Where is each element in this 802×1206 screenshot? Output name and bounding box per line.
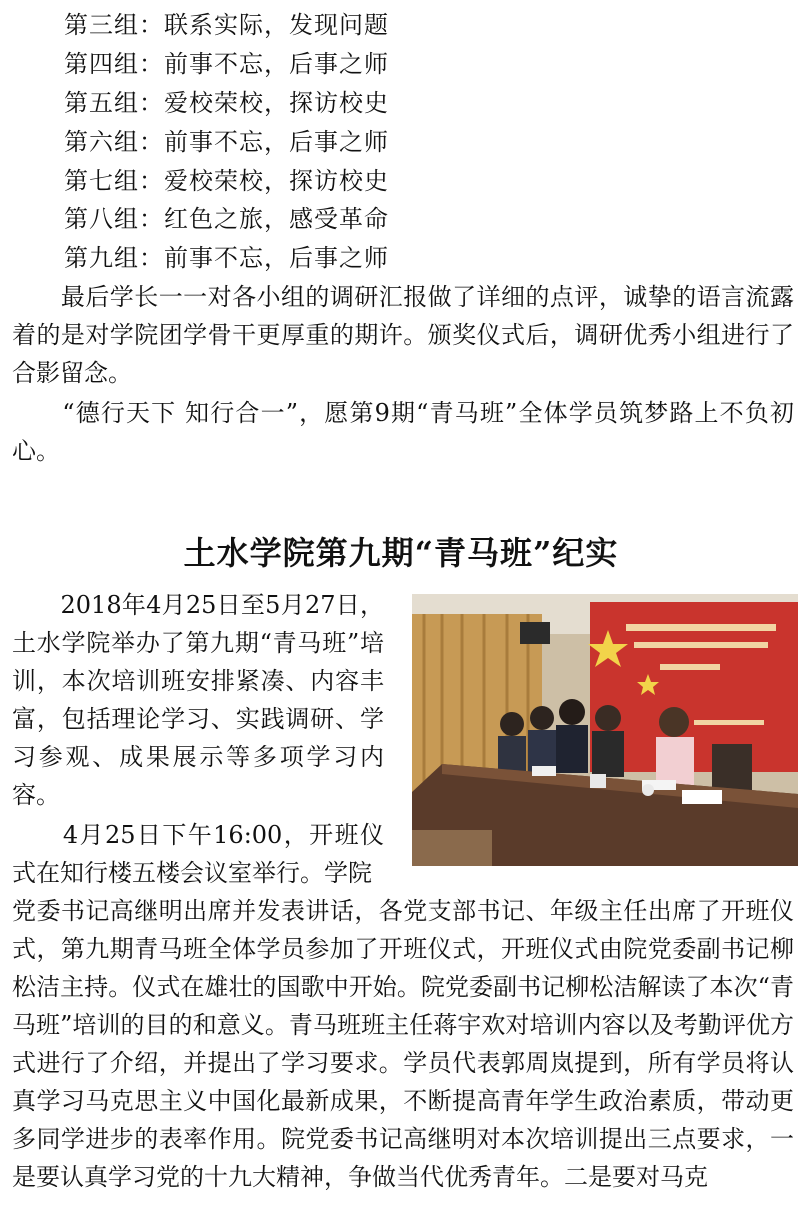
opening-paragraph-rest: 党委书记高继明出席并发表讲话，各党支部书记、年级主任出席了开班仪式，第九期青马班全体学员参加了开班仪式，开班仪式由院党委副书记柳松洁主持。仪式在雄壮的国歌中开始。院党委副书记柳松洁解读了本次“青马班”培训的目的和意义。青马班班主任蒋宇欢对培训内容以及考勤评优方式进行了介绍，并提出了学习要求。学员代表郭周岚提到，所有学员将认真学习马克思主义中国化最新成果，不断提高青年学生政治素质，带动更多同学进步的表率作用。院党委书记高继明对本次培训提出三点要求，一是要认真学习党的十九大精神，争做当代优秀青年。二是要对马克 [12, 897, 794, 1191]
group-line: 第四组：前事不忘，后事之师 [64, 50, 389, 78]
group-line: 第六组：前事不忘，后事之师 [64, 128, 389, 156]
opening-paragraph-start: 4月25日下午16:00，开班仪式在知行楼五楼会议室举行。学院 [12, 821, 384, 887]
group-line: 第九组：前事不忘，后事之师 [64, 244, 389, 272]
intro-paragraph: 2018年4月25日至5月27日，土水学院举办了第九期“青马班”培训，本次培训班安排紧凑、内容丰富，包括理论学习、实践调研、学习参观、成果展示等多项学习内容。 [12, 591, 384, 809]
article-title: 土水学院第九期“青马班”纪实 [183, 534, 619, 572]
group-line: 第三组：联系实际，发现问题 [64, 11, 389, 39]
review-paragraph: 最后学长一一对各小组的调研汇报做了详细的点评，诚挚的语言流露着的是对学院团学骨干更厚重的期许。颁奖仪式后，调研优秀小组进行了合影留念。 [12, 283, 794, 387]
motto-paragraph: “德行天下 知行合一”，愿第9期“青马班”全体学员筑梦路上不负初心。 [12, 399, 794, 465]
group-line: 第五组：爱校荣校，探访校史 [64, 89, 389, 117]
group-line: 第七组：爱校荣校，探访校史 [64, 167, 389, 195]
ceremony-photo [412, 594, 798, 866]
group-line: 第八组：红色之旅，感受革命 [64, 205, 389, 233]
